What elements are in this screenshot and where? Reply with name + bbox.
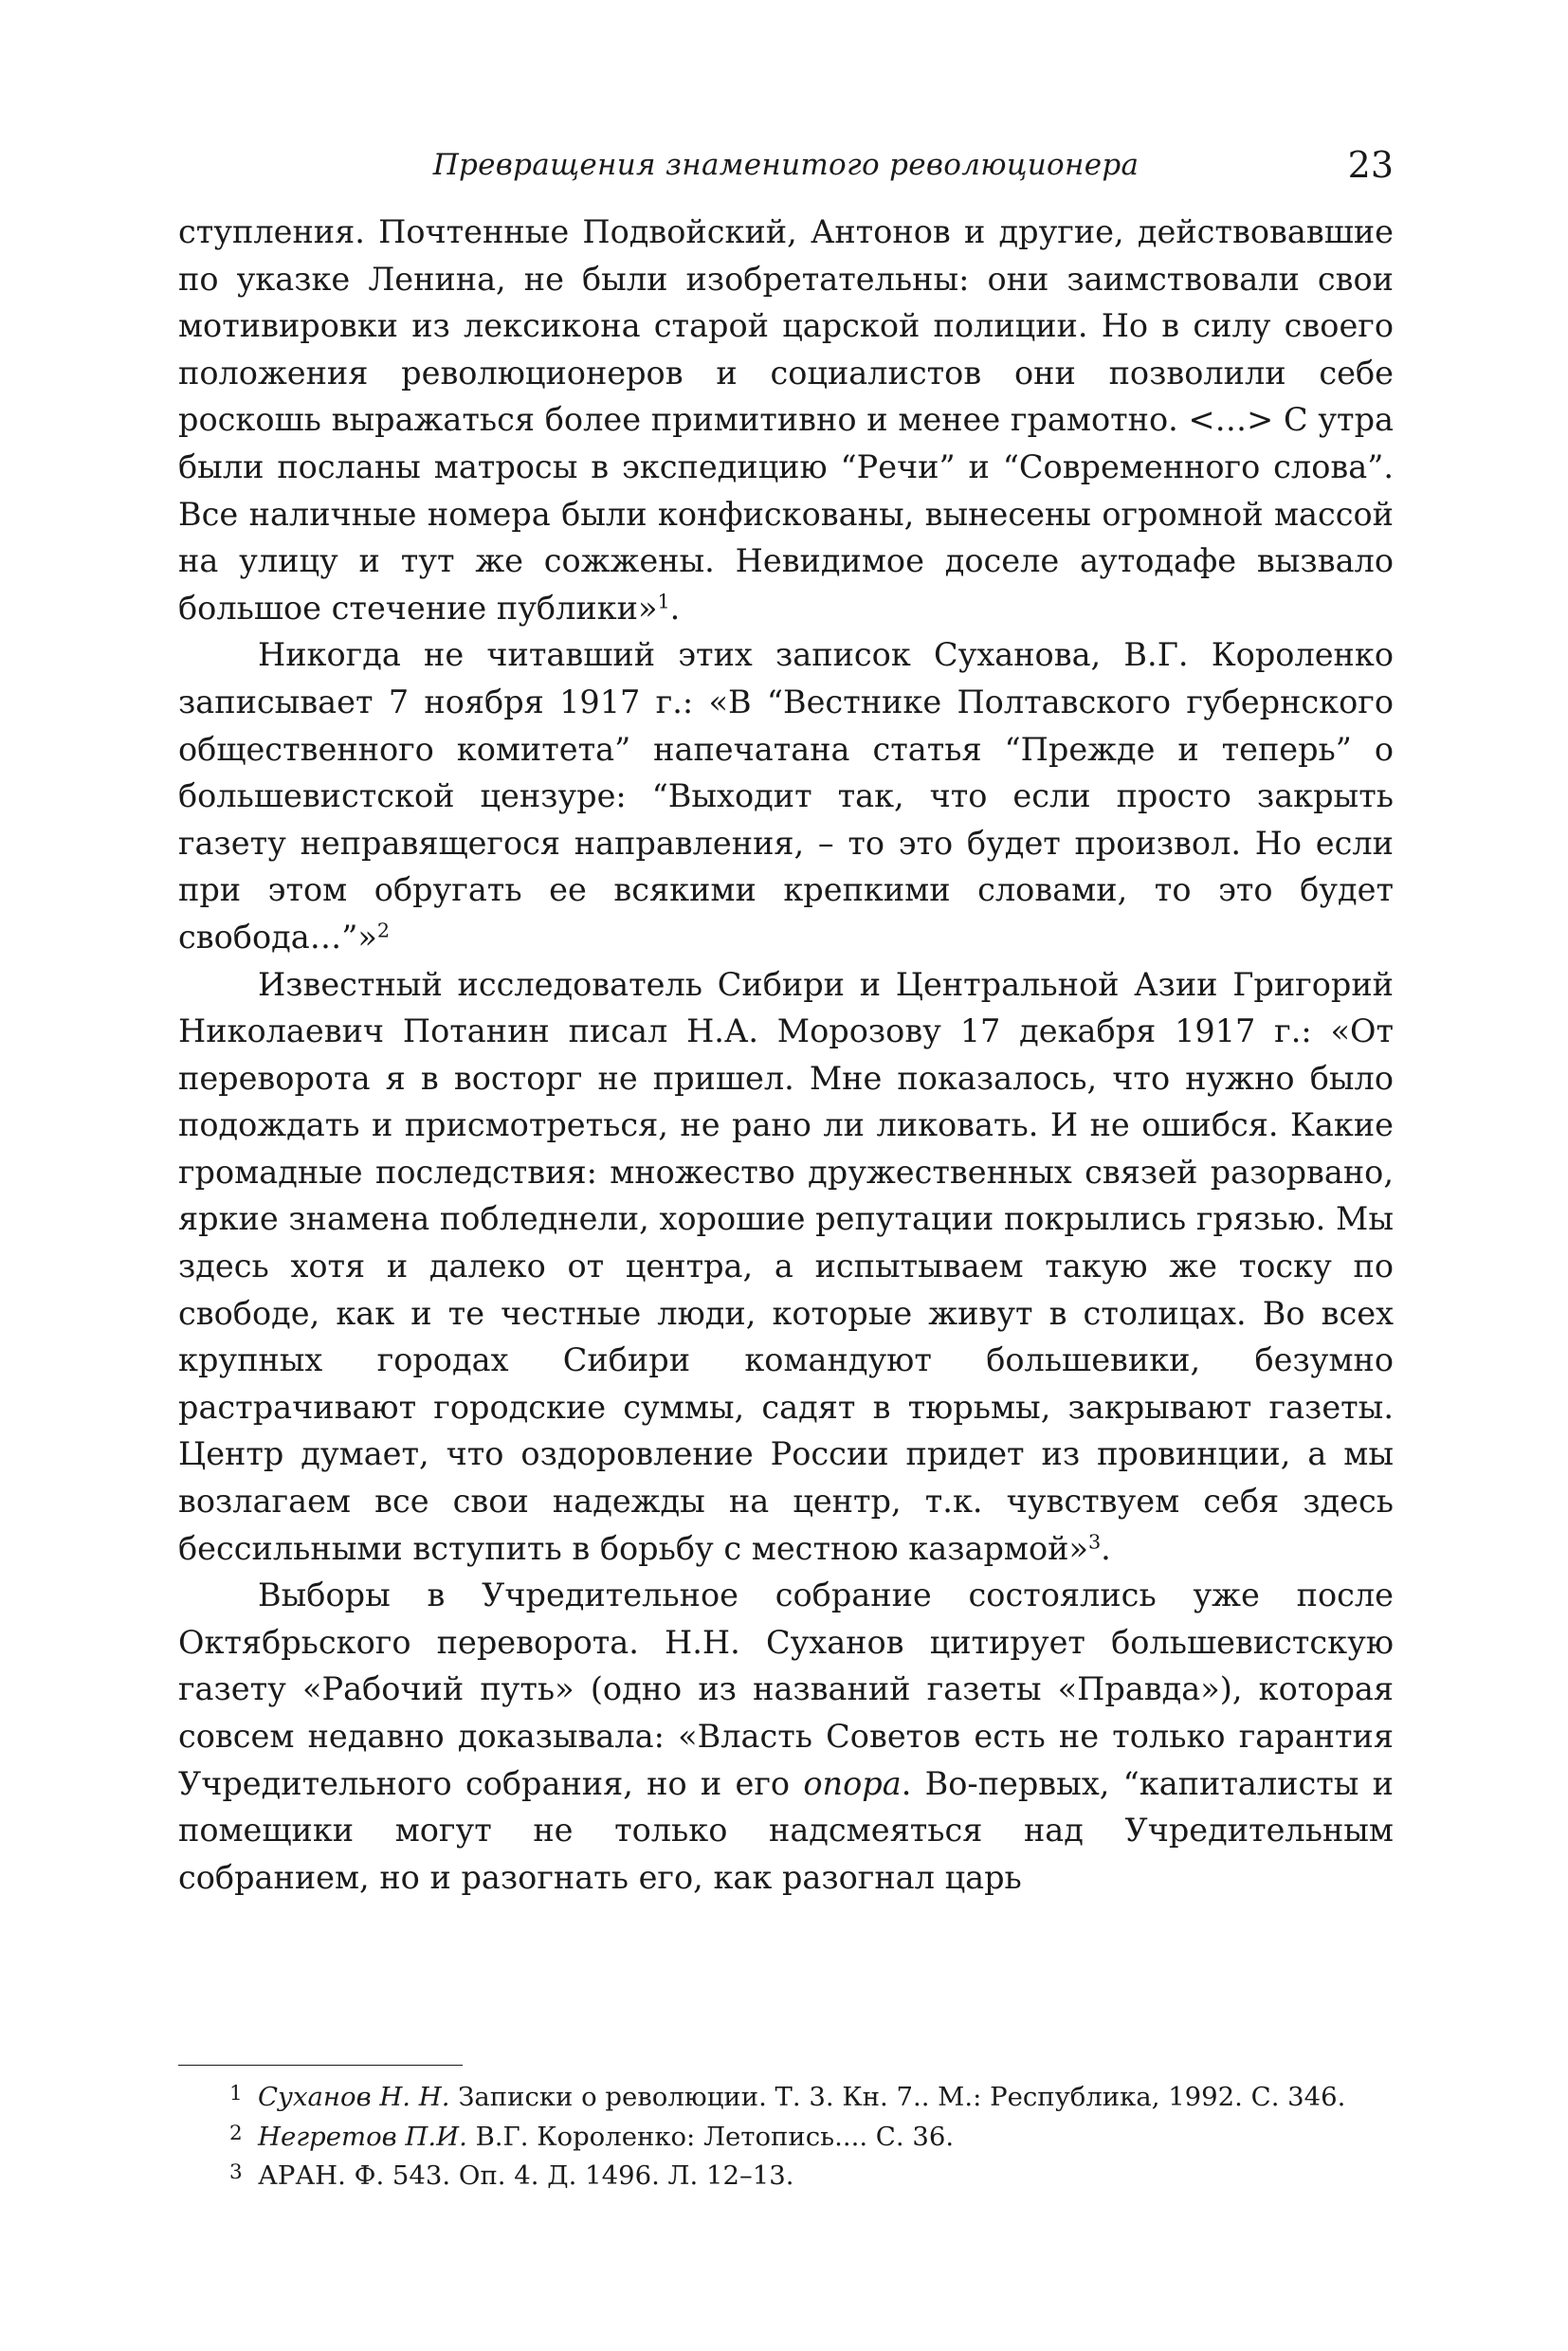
footnote-divider	[178, 2065, 463, 2066]
footnote-text: АРАН. Ф. 543. Оп. 4. Д. 1496. Л. 12–13.	[258, 2160, 794, 2191]
footnote-author: Негретов П.И.	[258, 2121, 467, 2152]
paragraph-text-continued: . Во-первых, “капиталисты и помещики могут не только надсмеяться над Учредительным собранием, но и разогнать его, как разогнал царь	[178, 1764, 1394, 1896]
paragraph-4	[178, 1572, 1394, 1901]
paragraph-2	[178, 631, 1394, 960]
paragraph-text: Выборы в Учредительное собрание состоялись уже после Октябрьского переворота. Н.Н. Суханов цитирует большевистскую газету «Рабочий путь» (одно из названий газеты «Правда»), которая совсем недавно доказывала: «Власть Советов есть не только гарантия Учредительного собрания, но и его	[178, 1576, 1394, 1802]
emphasized-word: опора	[803, 1764, 902, 1802]
paragraph-tail: .	[669, 589, 681, 627]
footnote-3	[178, 2155, 1394, 2195]
body-text	[178, 209, 1394, 1901]
footnote-1	[178, 2076, 1394, 2116]
footnote-number: 1	[229, 2082, 243, 2105]
footnote-ref-3: 3	[1087, 1530, 1102, 1554]
page-number: 23	[1347, 144, 1394, 186]
footnote-ref-1: 1	[657, 590, 670, 613]
footnote-number: 3	[229, 2160, 243, 2184]
paragraph-text: Известный исследователь Сибири и Центральной Азии Григорий Николаевич Потанин писал Н.А. Морозову 17 декабря 1917 г.: «От переворота я в восторг не пришел. Мне показалось, что нужно было подождать и присмотреться, не рано ли ликовать. И не ошибся. Какие громадные последствия: множество дружественных связей разорвано, яркие знамена побледнели, хорошие репутации покрылись грязью. Мы здесь хотя и далеко от центра, а испытываем такую же тоску по свободе, как и те честные люди, которые живут в столицах. Во всех крупных городах Сибири командуют большевики, безумно растрачивают городские суммы, садят в тюрьмы, закрывают газеты. Центр думает, что оздоровление России придет из провинции, а мы возлагаем все свои надежды на центр, т.к. чувствуем себя здесь бессильными вступить в борьбу с местною казармой»	[178, 965, 1394, 1567]
footnote-ref-2: 2	[376, 919, 391, 942]
paragraph-text: ступления. Почтенные Подвойский, Антонов и другие, действовавшие по указке Ленина, не были изобретательны: они заимствовали свои мотивировки из лексикона старой царской полиции. Но в силу своего положения революционеров и социалистов они позволили себе роскошь выражаться более примитивно и менее грамотно. <…> С утра были посланы матросы в экспедицию “Речи” и “Современного слова”. Все наличные номера были конфискованы, вынесены огромной массой на улицу и тут же сожжены. Невидимое доселе аутодафе вызвало большое стечение публики»	[178, 213, 1394, 627]
footnotes	[178, 2076, 1394, 2195]
footnote-2	[178, 2116, 1394, 2156]
paragraph-3	[178, 961, 1394, 1573]
footnote-number: 2	[229, 2121, 243, 2145]
paragraph-tail: .	[1101, 1529, 1111, 1567]
paragraph-1	[178, 209, 1394, 631]
paragraph-text: Никогда не читавший этих записок Суханова, В.Г. Короленко записывает 7 ноября 1917 г.: «В “Вестнике Полтавского губернского общественного комитета” напечатана статья “Прежде и теперь” о большевистской цензуре: “Выходит так, что если просто закрыть газету неправящегося направления, – то это будет произвол. Но если при этом обругать ее всякими крепкими словами, то это будет свобода…”»	[178, 636, 1394, 956]
footnote-text: В.Г. Короленко: Летопись.... С. 36.	[466, 2121, 955, 2152]
footnote-author: Суханов Н. Н.	[258, 2082, 450, 2112]
running-header	[178, 144, 1394, 197]
running-title: Превращения знаменитого революционера	[432, 148, 1140, 182]
footnote-text: Записки о революции. Т. 3. Кн. 7.. М.: Республика, 1992. С. 346.	[449, 2082, 1346, 2112]
